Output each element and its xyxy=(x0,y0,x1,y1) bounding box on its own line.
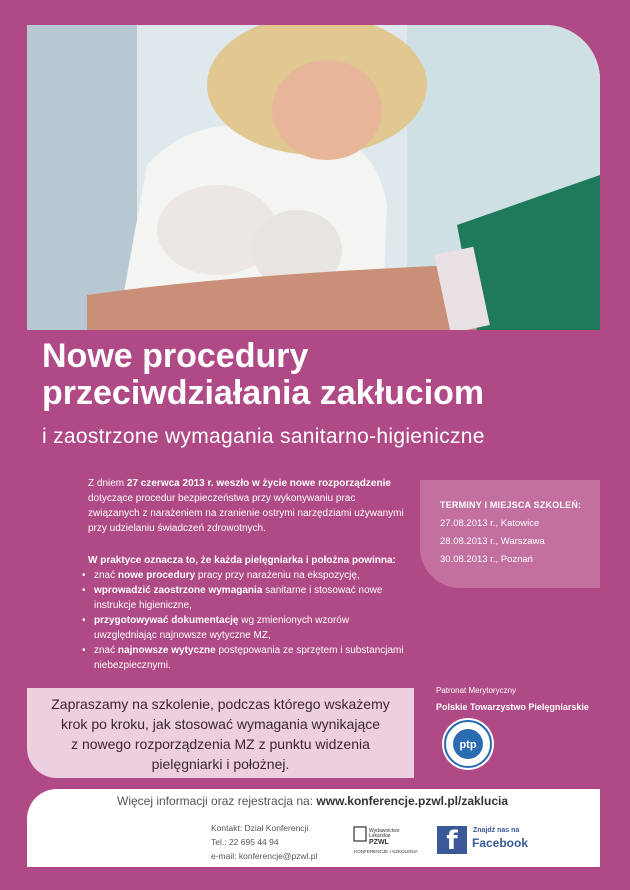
pzwl-line-1: Wydawnictwo xyxy=(369,828,400,834)
item-pre: znać xyxy=(94,645,118,656)
registration-link[interactable]: www.konferencje.pzwl.pl/zakluciа xyxy=(316,794,509,808)
facebook-small-label: Znajdź nas na xyxy=(473,827,520,834)
pzwl-line-4: KONFERENCJE I SZKOLENIA xyxy=(354,849,418,854)
term-row: 30.08.2013 r., Poznań xyxy=(440,554,533,565)
list-item xyxy=(94,583,410,613)
list-item xyxy=(94,568,410,583)
item-bold: wprowadzić zaostrzone wymagania xyxy=(94,585,263,596)
term-row: 27.08.2013 r., Katowice xyxy=(440,518,540,529)
item-bold: najnowsze wytyczne xyxy=(117,645,216,656)
item-pre: znać xyxy=(94,570,118,581)
item-post: sanitarne i stosować nowe instrukcje higieniczne, xyxy=(94,585,383,611)
pzwl-line-3: PZWL xyxy=(369,839,389,846)
intro-date-bold: 27 czerwca 2013 r. weszło w życie nowe rozporządzenie xyxy=(126,478,391,489)
contact-email[interactable]: e-mail: konferencje@pzwl.pl xyxy=(211,851,318,861)
title-line-1: Nowe procedury xyxy=(42,337,309,375)
item-bold: nowe procedury xyxy=(117,570,196,581)
item-post: wg zmienionych wzorów uwzględniając najnowsze wytyczne MZ, xyxy=(94,615,350,641)
terms-box xyxy=(420,480,600,588)
practice-section xyxy=(80,553,410,673)
nurse-illustration xyxy=(27,25,600,330)
facebook-badge[interactable] xyxy=(437,826,557,854)
terms-heading: TERMINY I MIEJSCA SZKOLEŃ: xyxy=(440,500,582,510)
practice-heading: W praktyce oznacza to, że każda pielęgniarka i położna powinna: xyxy=(88,555,396,566)
footer xyxy=(27,789,600,867)
facebook-icon: f xyxy=(437,826,467,854)
patronat-label: Patronat Merytoryczny xyxy=(436,686,517,695)
more-info xyxy=(117,794,508,808)
invite-line: Zapraszamy na szkolenie, podczas którego wskażemy xyxy=(51,696,390,712)
contact-phone: Tel.: 22 695 44 94 xyxy=(211,837,279,847)
subtitle: i zaostrzone wymagania sanitarno-higieniczne xyxy=(42,425,485,448)
pzwl-icon xyxy=(353,825,419,857)
invite-line: z nowego rozporządzenia MZ z punktu widzenia xyxy=(71,736,370,752)
ptp-name: Polskie Towarzystwo Pielęgniarskie xyxy=(436,702,589,712)
page-title xyxy=(42,338,484,412)
ptp-logo-text: ptp xyxy=(459,739,477,751)
invitation-box xyxy=(27,688,414,778)
term-row: 28.08.2013 r., Warszawa xyxy=(440,536,545,547)
ptp-logo xyxy=(442,718,494,770)
intro-text-2: dotyczące procedur bezpieczeństwa przy wykonywaniu prac związanych z narażeniem na zranienie ostrymi narzędziami używanymi przy udzielaniu świadczeń zdrowotnych. xyxy=(88,493,404,534)
invite-line: krok po kroku, jak stosować wymagania wynikające xyxy=(60,716,381,732)
invite-line: pielęgniarki i położnej. xyxy=(151,756,290,772)
practice-list xyxy=(80,568,410,673)
pzwl-line-2: Lekarskie xyxy=(369,833,391,839)
facebook-label: Facebook xyxy=(472,836,529,850)
list-item xyxy=(94,613,410,643)
contact-department: Kontakt: Dział Konferencji xyxy=(211,823,309,833)
list-item xyxy=(94,643,410,673)
intro-text-1: Z dniem xyxy=(88,478,127,489)
item-post: postępowania ze sprzętem i substancjami niebezpiecznymi. xyxy=(94,645,404,671)
contact-block xyxy=(211,821,317,863)
intro-paragraph xyxy=(88,476,408,536)
item-bold: przygotowywać dokumentację xyxy=(94,615,239,626)
title-line-2: przeciwdziałania zakłuciom xyxy=(42,374,485,412)
ptp-seal-icon xyxy=(442,718,494,770)
pzwl-logo xyxy=(353,825,419,857)
item-post: pracy przy narażeniu na ekspozycję, xyxy=(195,570,360,581)
more-info-text: Więcej informacji oraz rejestracja na: xyxy=(117,794,317,808)
hero-photo xyxy=(27,25,600,330)
